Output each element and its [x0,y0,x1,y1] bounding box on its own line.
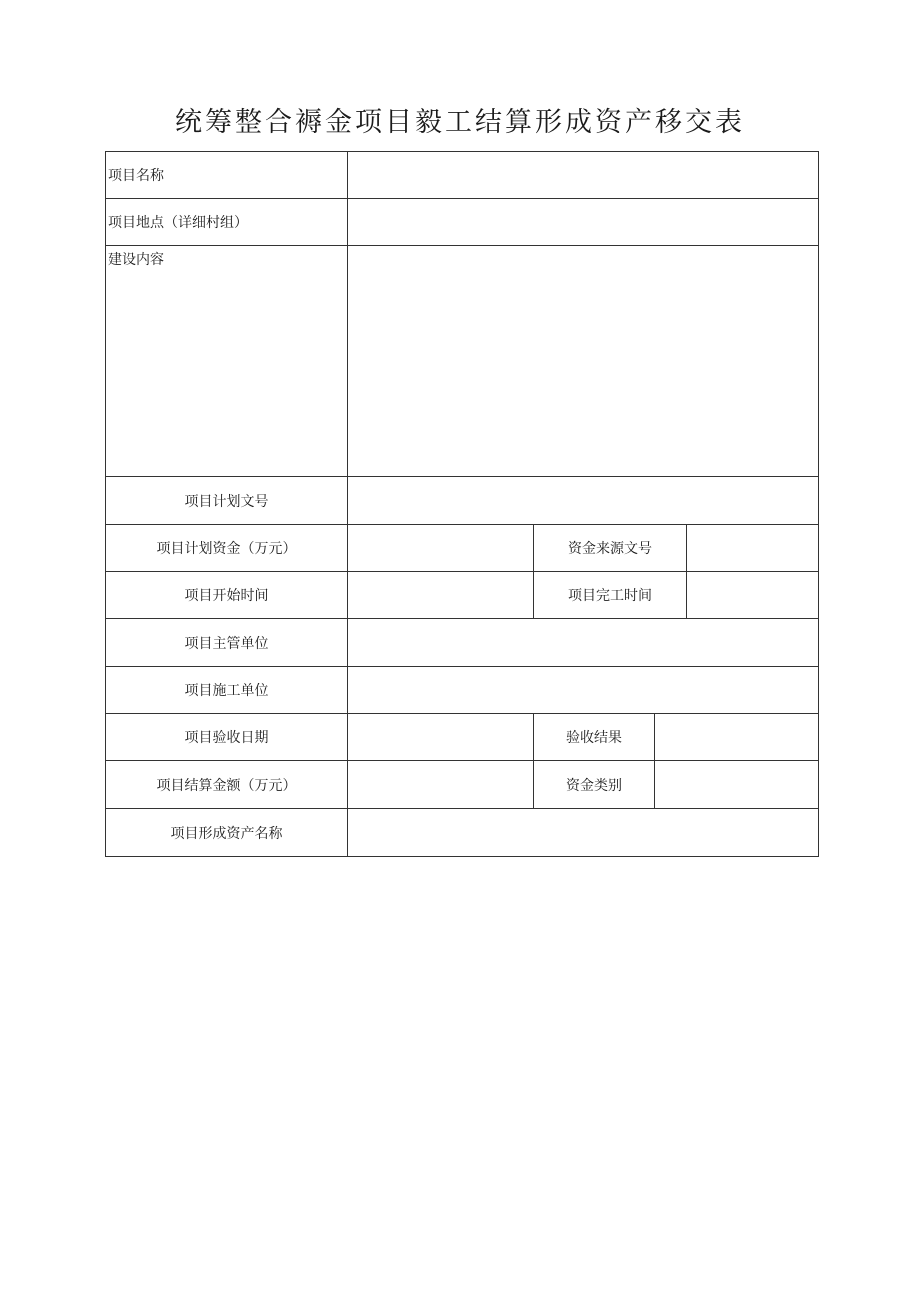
field-construction-unit[interactable] [347,666,819,714]
label-acceptance-result: 验收结果 [533,713,655,761]
field-project-name[interactable] [347,151,819,199]
field-plan-doc-no[interactable] [347,476,819,525]
field-construction-content[interactable] [347,245,819,477]
field-acceptance-result[interactable] [654,713,819,761]
field-settlement-amount[interactable] [347,760,534,809]
label-construction-content: 建设内容 [105,245,348,477]
field-asset-name[interactable] [347,808,819,857]
label-plan-doc-no: 项目计划文号 [105,476,348,525]
field-fund-category[interactable] [654,760,819,809]
field-completion-time[interactable] [686,571,819,619]
form-title: 统筹整合褥金项目毅工结算形成资产移交表 [175,107,745,138]
label-acceptance-date: 项目验收日期 [105,713,348,761]
label-fund-source-doc-no: 资金来源文号 [533,524,687,572]
field-plan-funds[interactable] [347,524,534,572]
label-asset-name: 项目形成资产名称 [105,808,348,857]
label-completion-time: 项目完工时间 [533,571,687,619]
label-plan-funds: 项目计划资金（万元） [105,524,348,572]
field-project-location[interactable] [347,198,819,246]
label-project-location: 项目地点（详细村组） [105,198,348,246]
label-construction-unit: 项目施工单位 [105,666,348,714]
field-supervising-unit[interactable] [347,618,819,667]
field-fund-source-doc-no[interactable] [686,524,819,572]
label-supervising-unit: 项目主管单位 [105,618,348,667]
label-settlement-amount: 项目结算金额（万元） [105,760,348,809]
label-start-time: 项目开始时间 [105,571,348,619]
label-project-name: 项目名称 [105,151,348,199]
label-fund-category: 资金类别 [533,760,655,809]
field-start-time[interactable] [347,571,534,619]
field-acceptance-date[interactable] [347,713,534,761]
